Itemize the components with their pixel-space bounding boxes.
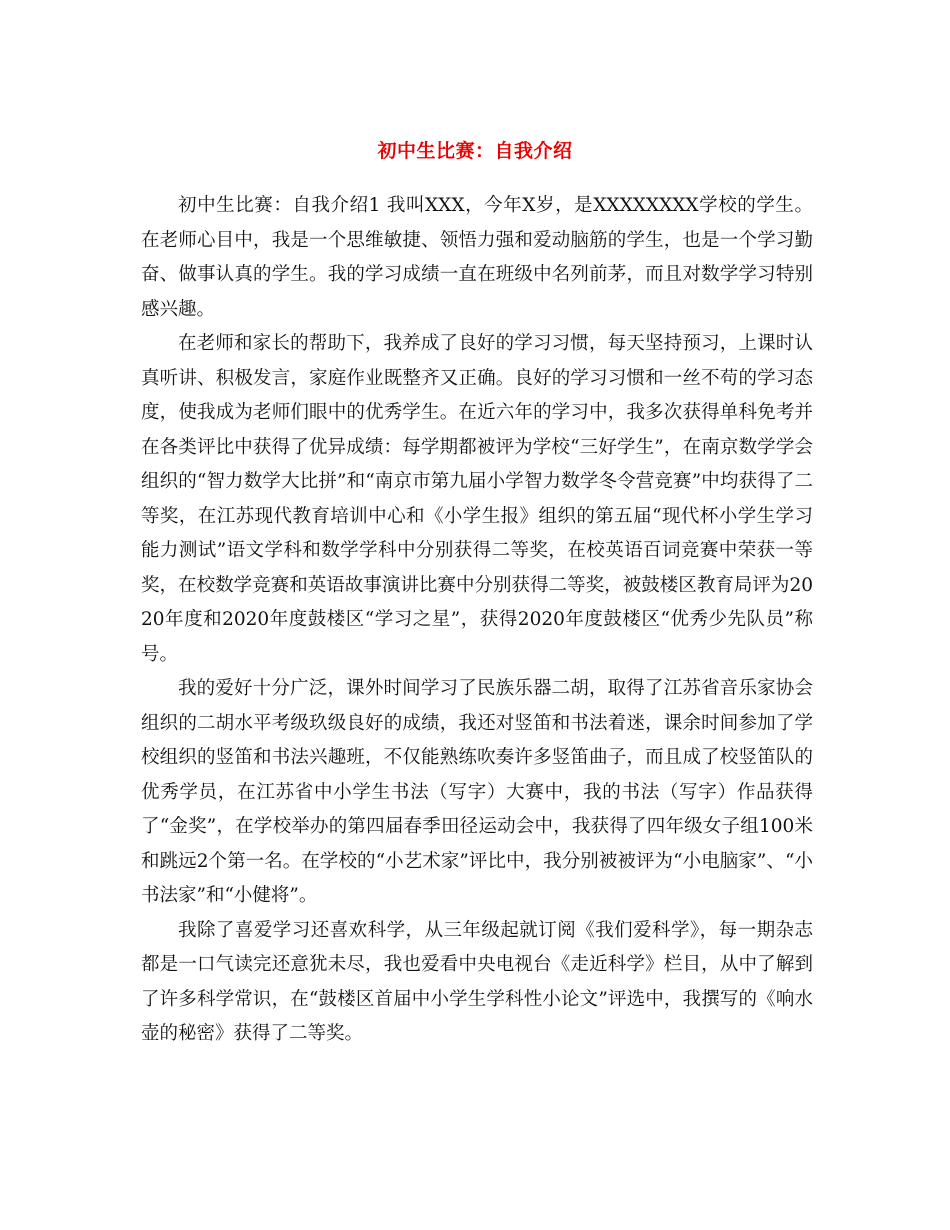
paragraph-1: 初中生比赛：自我介绍1 我叫XXX，今年X岁，是XXXXXXXX学校的学生。在老师心目中，我是一个思维敏捷、领悟力强和爱动脑筋的学生，也是一个学习勤奋、做事认真的学生。我的学习成绩一直在班级中名列前茅，而且对数学学习特别感兴趣。	[141, 195, 813, 320]
document-body	[141, 189, 813, 1052]
paragraph-4: 我除了喜爱学习还喜欢科学，从三年级起就订阅《我们爱科学》，每一期杂志都是一口气读完还意犹未尽，我也爱看中央电视台《走近科学》栏目，从中了解到了许多科学常识，在“鼓楼区首届中小学生学科性小论文”评选中，我撰写的《响水壶的秘密》获得了二等奖。	[141, 919, 813, 1044]
document-title: 初中生比赛：自我介绍	[377, 139, 573, 162]
paragraph-3: 我的爱好十分广泛，课外时间学习了民族乐器二胡，取得了江苏省音乐家协会组织的二胡水平考级玖级良好的成绩，我还对竖笛和书法着迷，课余时间参加了学校组织的竖笛和书法兴趣班，不仅能熟练吹奏许多竖笛曲子，而且成了校竖笛队的优秀学员，在江苏省中小学生书法（写字）大赛中，我的书法（写字）作品获得了“金奖”，在学校举办的第四届春季田径运动会中，我获得了四年级女子组100米和跳远2个第一名。在学校的“小艺术家”评比中，我分别被被评为“小电脑家”、“小书法家”和“小健将”。	[141, 678, 813, 906]
paragraph-2: 在老师和家长的帮助下，我养成了良好的学习习惯，每天坚持预习，上课时认真听讲、积极发言，家庭作业既整齐又正确。良好的学习习惯和一丝不苟的学习态度，使我成为老师们眼中的优秀学生。在近六年的学习中，我多次获得单科免考并在各类评比中获得了优异成绩：每学期都被评为学校“三好学生”，在南京数学学会组织的“智力数学大比拼”和“南京市第九届小学智力数学冬令营竞赛”中均获得了二等奖，在江苏现代教育培训中心和《小学生报》组织的第五届“现代杯小学生学习能力测试”语文学科和数学学科中分别获得二等奖，在校英语百词竞赛中荣获一等奖，在校数学竞赛和英语故事演讲比赛中分别获得二等奖，被鼓楼区教育局评为2020年度和2020年度鼓楼区“学习之星”，获得2020年度鼓楼区“优秀少先队员”称号。	[141, 333, 813, 665]
